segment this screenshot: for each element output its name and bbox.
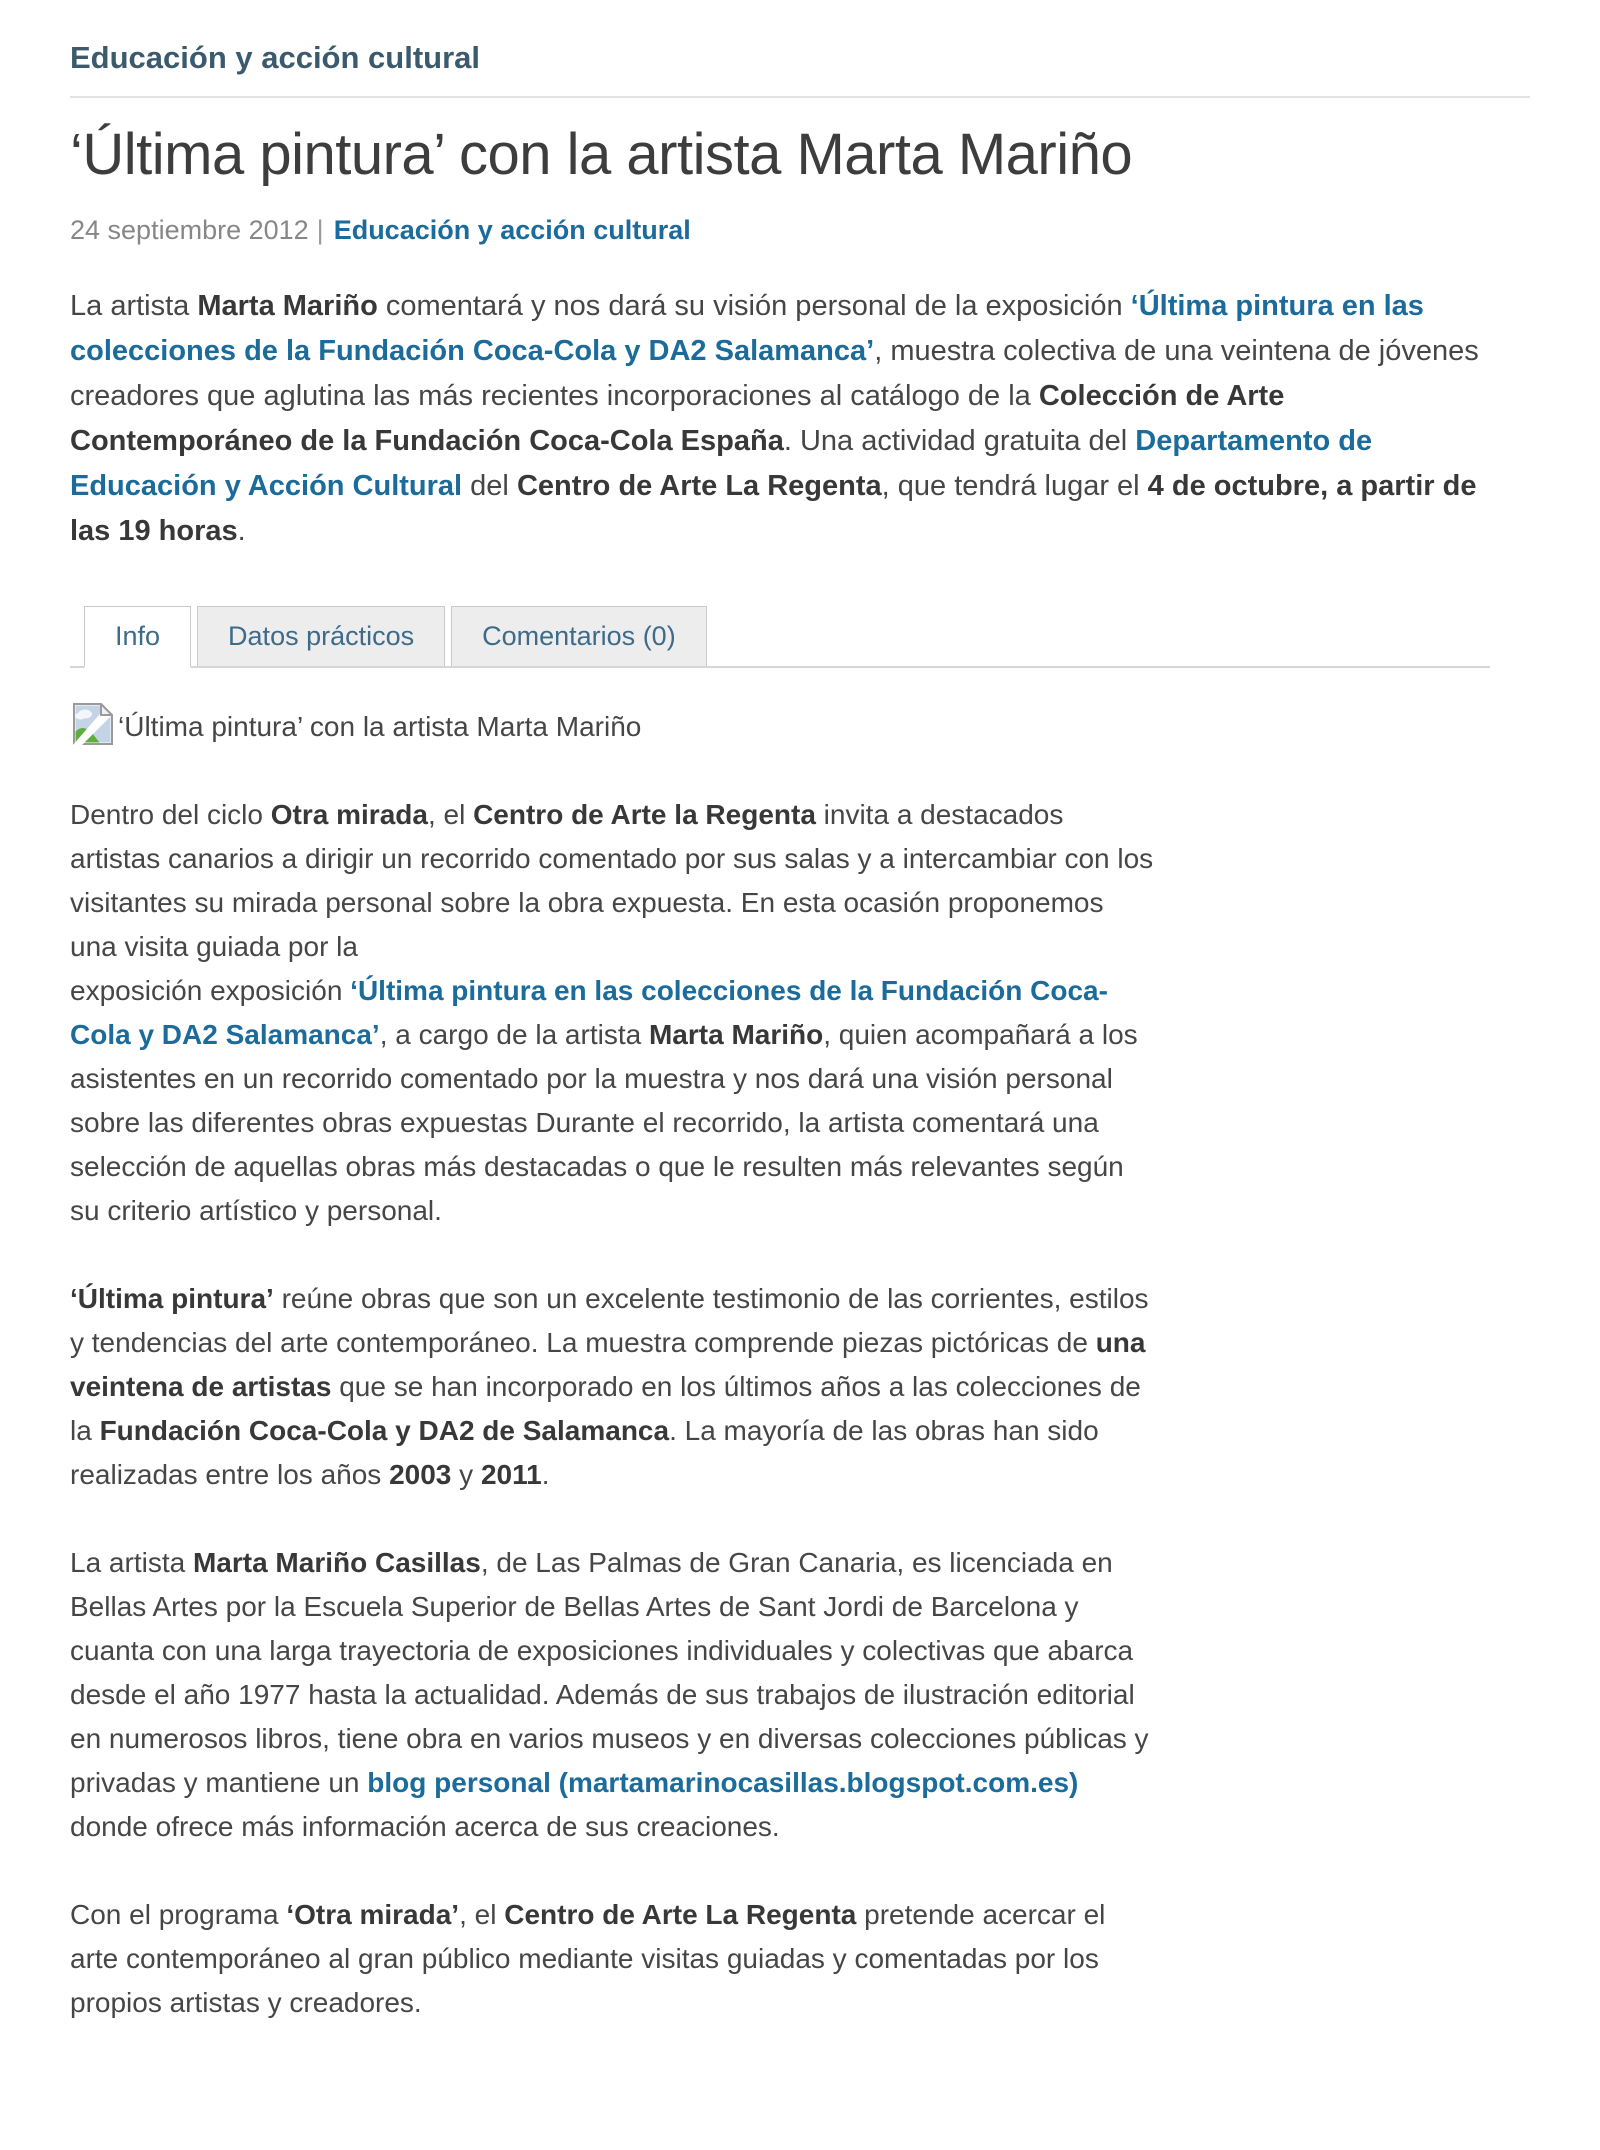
tab-datos-practicos[interactable]: Datos prácticos bbox=[197, 606, 445, 666]
bold-text: una veintena de artistas bbox=[70, 1326, 1146, 1402]
text-run: Dentro del ciclo bbox=[70, 798, 271, 830]
text-run: . La mayoría de las obras han sido realizadas entre los años bbox=[70, 1414, 1099, 1490]
tab-info[interactable]: Info bbox=[84, 606, 191, 668]
meta-separator: | bbox=[316, 214, 324, 245]
article-intro bbox=[70, 284, 1490, 554]
image-caption-row bbox=[70, 700, 1530, 755]
text-run: exposición exposición bbox=[70, 974, 351, 1006]
text-run: , de Las Palmas de Gran Canaria, es licenciada en Bellas Artes por la Escuela Superior de Bellas Artes de Sant Jordi de Barcelona y cuanta con una larga trayectoria de exposiciones individuales y colectivas que abarca desde el año 1977 hasta la actualidad. Además de sus trabajos de ilustración editorial en numerosos libros, tiene obra en varios museos y en diversas colecciones públicas y privadas y mantiene un bbox=[70, 1546, 1149, 1798]
bold-text: Fundación Coca-Cola y DA2 de Salamanca bbox=[99, 1414, 670, 1446]
text-run: pretende acercar el arte contemporáneo al gran público mediante visitas guiadas y comentadas por los propios artistas y creadores. bbox=[70, 1898, 1106, 2018]
article-meta bbox=[70, 215, 1530, 246]
category-link[interactable]: Educación y acción cultural bbox=[333, 214, 691, 245]
bold-text: Centro de Arte La Regenta bbox=[516, 469, 882, 502]
text-run: reúne obras que son un excelente testimonio de las corrientes, estilos y tendencias del arte contemporáneo. La muestra comprende piezas pictóricas de bbox=[70, 1282, 1149, 1358]
article-title: ‘Última pintura’ con la artista Marta Mariño bbox=[70, 122, 1133, 187]
tab-panel-info bbox=[70, 668, 1530, 2025]
bold-text: a partir de las 19 horas bbox=[70, 469, 1477, 547]
text-run: del bbox=[462, 469, 517, 502]
image-caption: ‘Última pintura’ con la artista Marta Mariño bbox=[118, 711, 642, 743]
bold-text: Centro de Arte La Regenta bbox=[504, 1898, 857, 1930]
article-paragraph bbox=[70, 1541, 1155, 1849]
section-title[interactable]: Educación y acción cultural bbox=[70, 40, 481, 75]
article-paragraph bbox=[70, 1277, 1155, 1497]
text-run: comentará y nos dará su visión personal de la exposición bbox=[377, 289, 1131, 322]
article-body bbox=[70, 793, 1155, 2025]
article-paragraph bbox=[70, 1893, 1155, 2025]
article-date: 24 septiembre 2012 bbox=[70, 214, 309, 245]
broken-image-icon bbox=[70, 700, 116, 755]
text-run: , que tendrá lugar el bbox=[881, 469, 1148, 502]
bold-text: Centro de Arte la Regenta bbox=[473, 798, 816, 830]
exposicion-link[interactable]: ‘Última pintura en las colecciones de la Fundación Coca-Cola y DA2 Salamanca’ bbox=[70, 974, 1108, 1050]
text-run: que se han incorporado en los últimos años a las colecciones de la bbox=[70, 1370, 1141, 1446]
text-run: . Una actividad gratuita del bbox=[783, 424, 1136, 457]
tab-bar bbox=[70, 606, 1490, 668]
exposicion-link[interactable]: ‘Última pintura en las colecciones de la Fundación Coca-Cola y DA2 Salamanca’ bbox=[70, 289, 1424, 367]
text-run: , el bbox=[427, 798, 474, 830]
bold-text: Marta Mariño bbox=[197, 289, 378, 322]
text-run: Con el programa bbox=[70, 1898, 287, 1930]
text-run: . bbox=[541, 1458, 550, 1490]
bold-text: 2011 bbox=[480, 1458, 542, 1490]
section-divider bbox=[70, 96, 1530, 98]
text-run: La artista bbox=[70, 1546, 193, 1578]
bold-text: ‘Última pintura’ bbox=[70, 1282, 274, 1314]
text-run: , a cargo de la artista bbox=[379, 1018, 649, 1050]
tab-comentarios[interactable]: Comentarios (0) bbox=[451, 606, 707, 666]
text-run: . bbox=[237, 514, 246, 547]
bold-text: Colección de Arte Contemporáneo de la Fundación Coca-Cola España bbox=[70, 379, 1285, 457]
text-run: , el bbox=[459, 1898, 505, 1930]
text-run: y bbox=[451, 1458, 481, 1490]
departamento-link[interactable]: Departamento de Educación y Acción Cultural bbox=[70, 424, 1373, 502]
bold-text: 2003 bbox=[389, 1458, 452, 1490]
text-run: invita a destacados artistas canarios a dirigir un recorrido comentado por sus salas y a intercambiar con los visitantes su mirada personal sobre la obra expuesta. En esta ocasión proponemos una visita guiada por la bbox=[70, 798, 1154, 962]
text-run: donde ofrece más información acerca de sus creaciones. bbox=[70, 1810, 780, 1842]
text-run: , quien acompañará a los asistentes en un recorrido comentado por la muestra y nos dará una visión personal sobre las diferentes obras expuestas Durante el recorrido, la artista comentará una selección de aquellas obras más destacadas o que le resulten más relevantes según su criterio artístico y personal. bbox=[70, 1018, 1138, 1226]
bold-text: 4 de octubre, bbox=[1147, 469, 1329, 502]
article-paragraph bbox=[70, 793, 1155, 1233]
blog-link[interactable]: blog personal (martamarinocasillas.blogspot.com.es) bbox=[367, 1766, 1079, 1798]
bold-text: ‘Otra mirada’ bbox=[286, 1898, 460, 1930]
text-run: , muestra colectiva de una veintena de jóvenes creadores que aglutina las más recientes incorporaciones al catálogo de la bbox=[70, 334, 1479, 412]
bold-text: Otra mirada bbox=[270, 798, 428, 830]
bold-text: Marta Mariño bbox=[648, 1018, 824, 1050]
bold-text: Marta Mariño Casillas bbox=[192, 1546, 481, 1578]
text-run: La artista bbox=[70, 289, 198, 322]
